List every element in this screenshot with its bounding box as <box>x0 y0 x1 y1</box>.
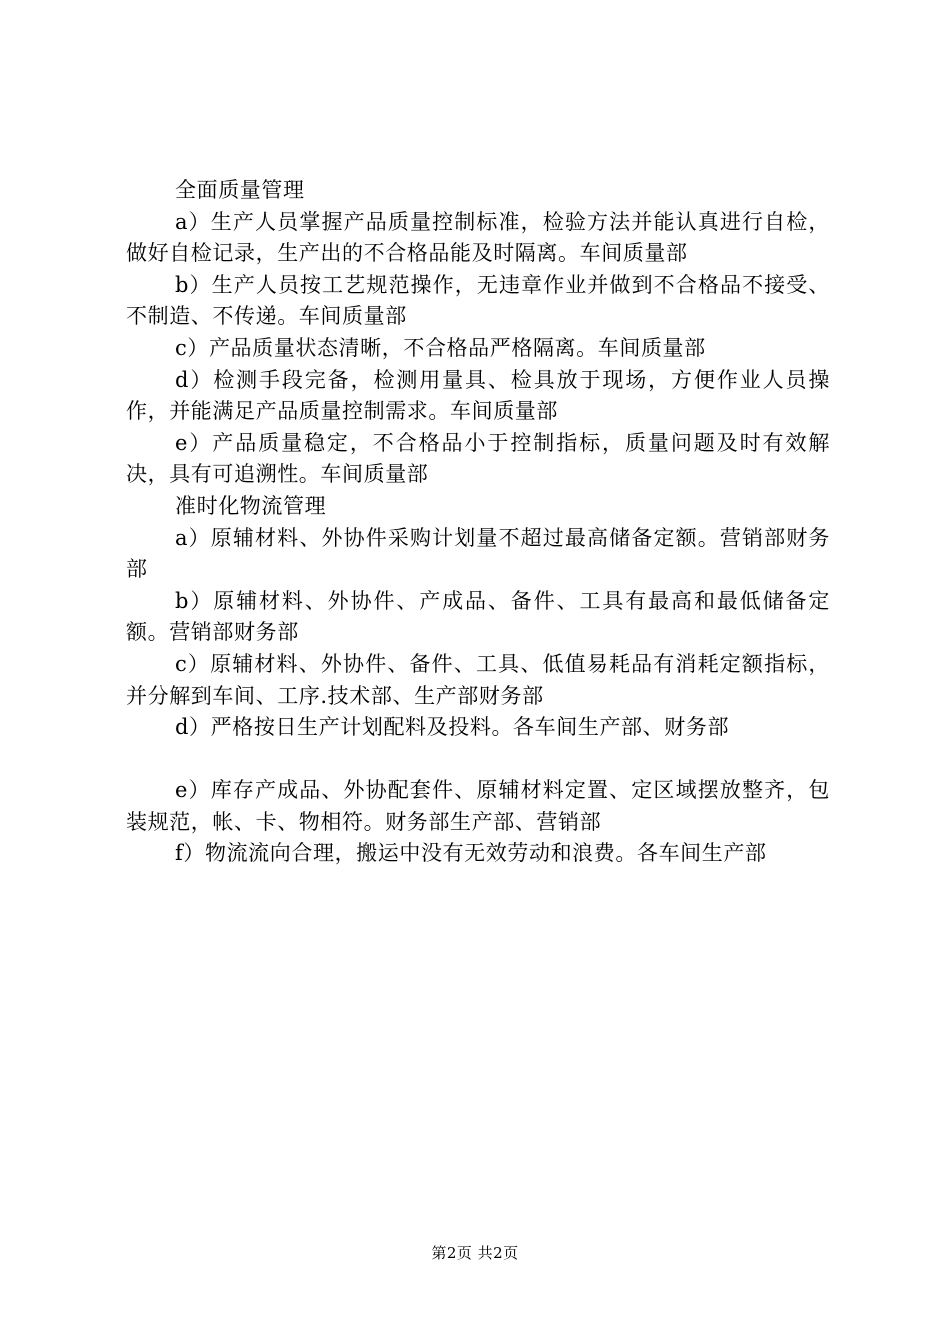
list-item: a）生产人员掌握产品质量控制标准，检验方法并能认真进行自检，做好自检记录，生产出的不合格品能及时隔离。车间质量部 <box>126 209 830 266</box>
section-heading-logistics: 准时化物流管理 <box>175 493 327 518</box>
list-item: a）原辅材料、外协件采购计划量不超过最高储备定额。营销部财务部 <box>126 525 830 582</box>
list-item: d）严格按日生产计划配料及投料。各车间生产部、财务部 <box>175 715 730 740</box>
list-item: e）库存产成品、外协配套件、原辅材料定置、定区域摆放整齐，包装规范，帐、卡、物相符。财务部生产部、营销部 <box>126 778 830 834</box>
list-item: f）物流流向合理，搬运中没有无效劳动和浪费。各车间生产部 <box>175 841 767 866</box>
list-item: b）生产人员按工艺规范操作，无违章作业并做到不合格品不接受、不制造、不传递。车间质量部 <box>126 272 830 329</box>
document-body <box>126 175 830 870</box>
list-item: e）产品质量稳定，不合格品小于控制指标，质量问题及时有效解决，具有可追溯性。车间质量部 <box>126 430 830 487</box>
page-number-footer: 第2页 共2页 <box>431 1244 519 1262</box>
list-item: b）原辅材料、外协件、产成品、备件、工具有最高和最低储备定额。营销部财务部 <box>126 588 830 645</box>
section-heading-quality: 全面质量管理 <box>175 178 305 202</box>
list-item: c）产品质量状态清晰，不合格品严格隔离。车间质量部 <box>175 335 706 360</box>
list-item: d）检测手段完备，检测用量具、检具放于现场，方便作业人员操作，并能满足产品质量控制需求。车间质量部 <box>126 367 830 424</box>
list-item: c）原辅材料、外协件、备件、工具、低值易耗品有消耗定额指标，并分解到车间、工序.技术部、生产部财务部 <box>126 651 830 708</box>
